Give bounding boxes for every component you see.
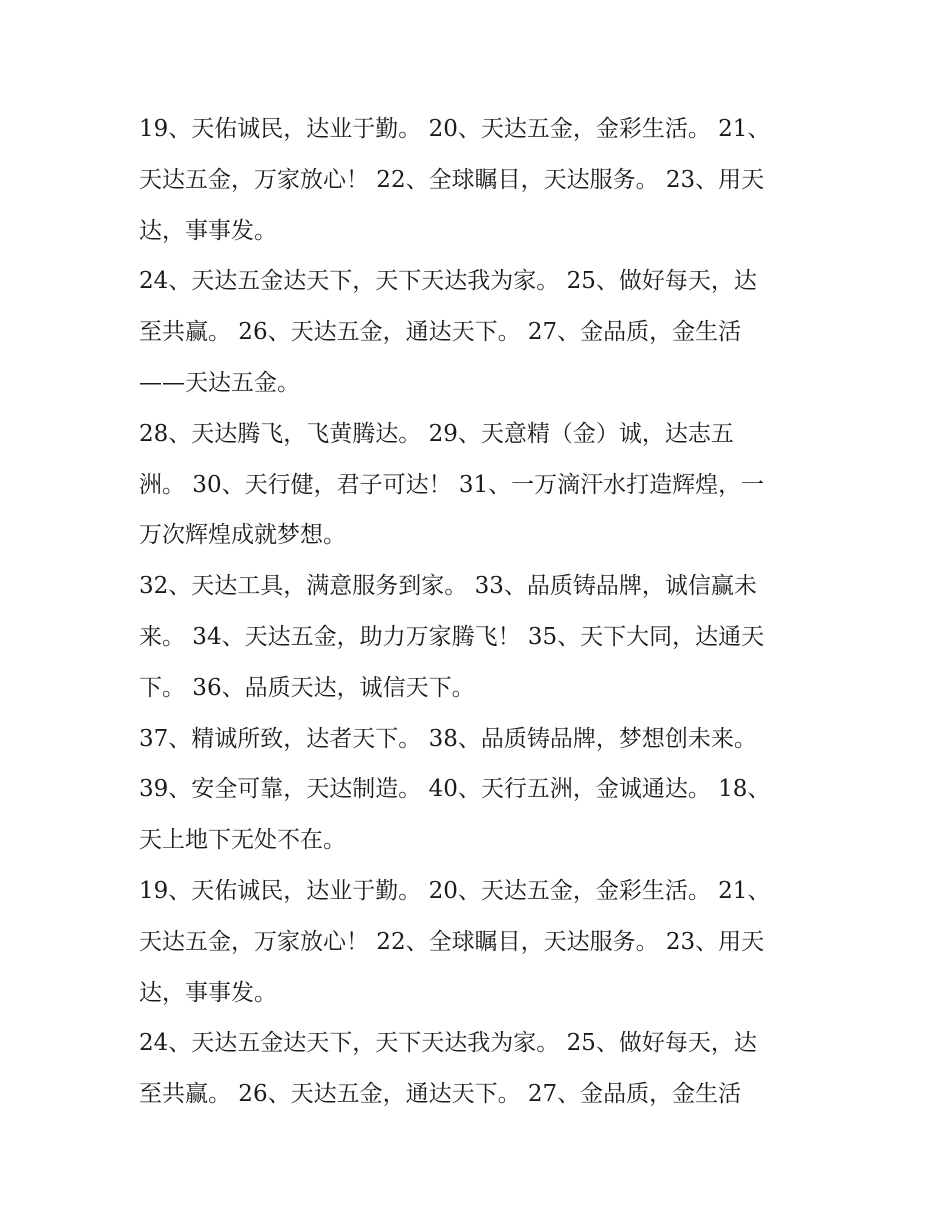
text-line: ——天达五金。 — [139, 369, 300, 396]
text-line: 达，事事发。 — [139, 217, 277, 244]
text-line: 天上地下无处不在。 — [139, 827, 346, 854]
text-line: 洲。 30、天行健，君子可达！ 31、一万滴汗水打造辉煌，一 — [139, 471, 765, 498]
text-line: 28、天达腾飞，飞黄腾达。 29、天意精（金）诚，达志五 — [139, 420, 734, 447]
text-line: 天达五金，万家放心！ 22、全球瞩目，天达服务。 23、用天 — [139, 928, 765, 955]
text-line: 24、天达五金达天下，天下天达我为家。 25、做好每天，达 — [139, 1030, 757, 1057]
slogan-text-block — [139, 104, 819, 1120]
text-line: 至共赢。 26、天达五金，通达天下。 27、金品质，金生活 — [139, 319, 742, 346]
text-line: 32、天达工具，满意服务到家。 33、品质铸品牌，诚信赢未 — [139, 573, 757, 600]
text-line: 天达五金，万家放心！ 22、全球瞩目，天达服务。 23、用天 — [139, 166, 765, 193]
text-line: 来。 34、天达五金，助力万家腾飞！ 35、天下大同，达通天 — [139, 623, 765, 650]
text-line: 37、精诚所致，达者天下。 38、品质铸品牌，梦想创未来。 — [139, 725, 757, 752]
text-line: 万次辉煌成就梦想。 — [139, 522, 346, 549]
text-line: 至共赢。 26、天达五金，通达天下。 27、金品质，金生活 — [139, 1081, 742, 1108]
text-line: 24、天达五金达天下，天下天达我为家。 25、做好每天，达 — [139, 268, 757, 295]
text-line: 19、天佑诚民，达业于勤。 20、天达五金，金彩生活。 21、 — [139, 116, 771, 142]
text-line: 39、安全可靠，天达制造。 40、天行五洲，金诚通达。 18、 — [139, 776, 771, 803]
text-line: 下。 36、品质天达，诚信天下。 — [139, 674, 475, 701]
text-line: 达，事事发。 — [139, 979, 277, 1006]
text-line: 19、天佑诚民，达业于勤。 20、天达五金，金彩生活。 21、 — [139, 877, 771, 904]
